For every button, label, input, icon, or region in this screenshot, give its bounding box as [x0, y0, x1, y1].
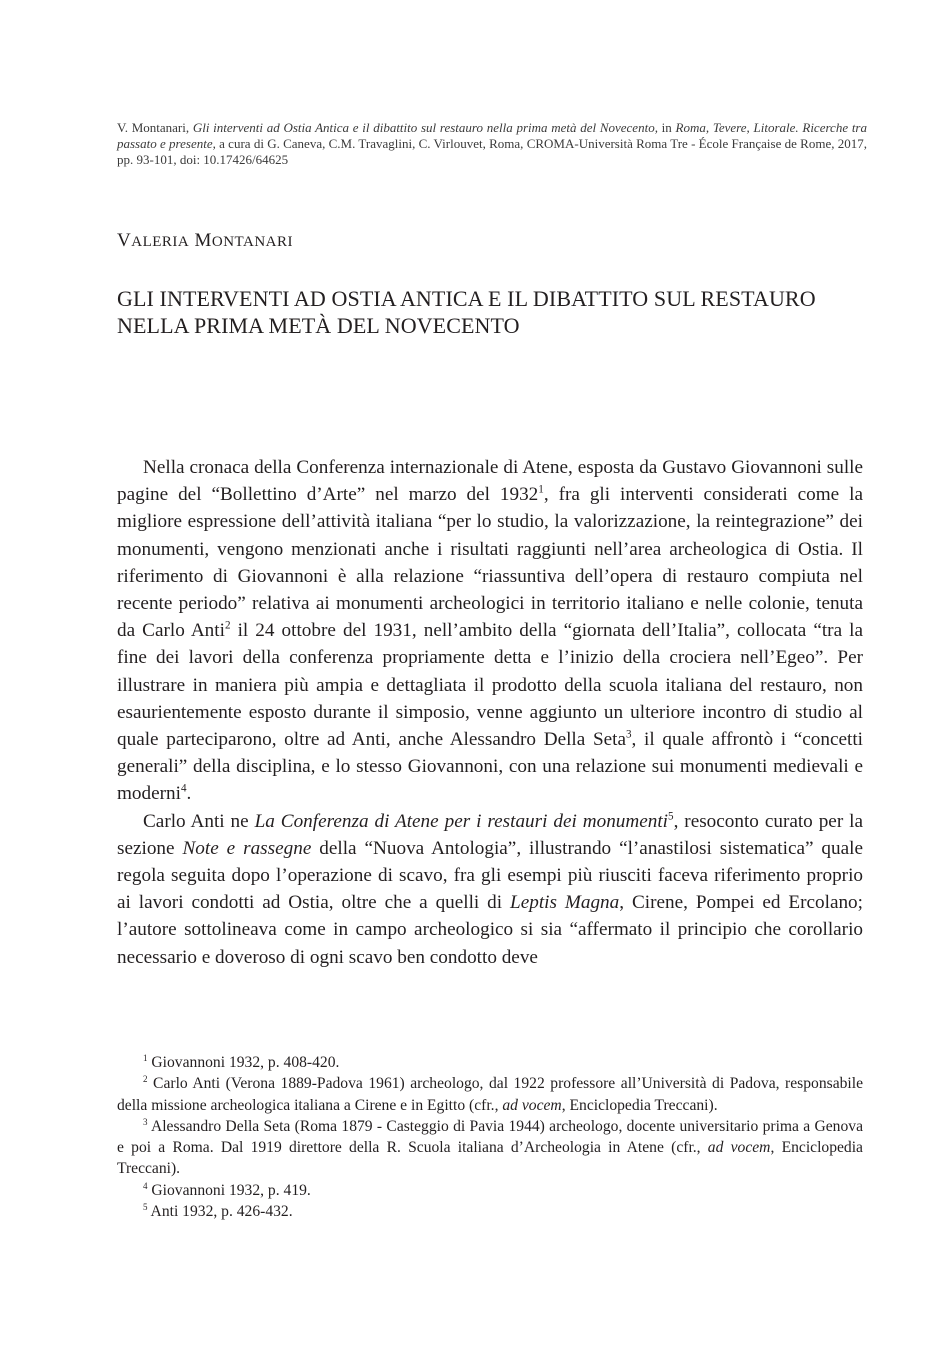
- paragraph-2: [117, 808, 863, 971]
- paragraph-1-text-a: Nella cronaca della Conferenza internazionale di Atene, esposta da Gustavo Giovannoni sulle pagine del “Bollettino d’Arte” nel marzo del 1932: [117, 457, 863, 506]
- author-last-initial: M: [194, 230, 212, 251]
- footnote-1: [117, 1052, 863, 1073]
- citation-in: in: [657, 120, 676, 135]
- footnote-5: [117, 1201, 863, 1222]
- paragraph-2-italic-section: Note e rassegne: [182, 837, 312, 859]
- author-name: [117, 230, 293, 252]
- paragraph-1-text-d: , il quale affrontò i “concetti generali” della disciplina, e lo stesso Giovannoni, con una relazione sui monumenti medievali e moderni: [117, 729, 863, 805]
- citation-details: a cura di G. Caneva, C.M. Travaglini, C. Virlouvet, Roma, CROMA-Università Roma Tre - École Française de Rome, 2017, pp. 93-101, doi: 10.17426/64625: [117, 136, 867, 167]
- citation-volume-title: Roma, Tevere, Litorale. Ricerche tra passato e presente,: [117, 120, 867, 151]
- footnote-ref-1[interactable]: 1: [538, 483, 544, 496]
- footnote-text: Giovannoni 1932, p. 419.: [147, 1181, 311, 1199]
- article-title-line-1: GLI INTERVENTI AD OSTIA ANTICA E IL DIBATTITO SUL RESTAURO: [117, 286, 816, 311]
- paragraph-2-italic-title: La Conferenza di Atene per i restauri dei monumenti: [254, 810, 669, 832]
- paragraph-2-text-b: , resoconto curato per la sezione: [117, 810, 863, 859]
- footnote-text: Anti 1932, p. 426-432.: [147, 1203, 293, 1221]
- footnote-text: Giovannoni 1932, p. 408-420.: [147, 1054, 340, 1071]
- paragraph-1-text-c: il 24 ottobre del 1931, nell’ambito della “giornata dell’Italia”, collocata “tra la fine dei lavori della conferenza propriamente detta e l’inizio della crociera nell’Egeo”. Per illustrare in maniera più ampia e dettagliata il prodotto della scuola italiana del restauro, non esaurientemente esposto durante il simposio, venne aggiunto un ulteriore incontro di studio al quale parteciparono, oltre ad Anti, anche Alessandro Della Seta: [117, 620, 863, 751]
- paragraph-1-text-e: .: [186, 783, 192, 805]
- footnote-number: 5: [143, 1201, 148, 1212]
- footnote-number: 3: [143, 1116, 148, 1127]
- paragraph-1: [117, 454, 863, 808]
- footnote-italic: ad vocem: [707, 1139, 771, 1157]
- footnote-ref-2[interactable]: 2: [224, 619, 231, 632]
- citation-header: [117, 120, 867, 168]
- footnote-ref-4[interactable]: 4: [180, 783, 187, 796]
- citation-article-title: Gli interventi ad Ostia Antica e il dibattito sul restauro nella prima metà del Novecento,: [192, 120, 658, 135]
- footnote-3: [117, 1116, 863, 1180]
- article-title-line-2: NELLA PRIMA METÀ DEL NOVECENTO: [117, 313, 520, 338]
- footnote-number: 4: [143, 1180, 148, 1191]
- paragraph-2-text-a: Carlo Anti ne: [143, 810, 255, 832]
- paragraph-1-text-b: , fra gli interventi considerati come la migliore espressione dell’attività italiana “per lo studio, la valorizzazione, la reintegrazione” dei monumenti, vengono menzionati anche i risultati raggiunti nell’area archeologica di Ostia. Il riferimento di Giovannoni è alla relazione “riassuntiva dell’opera di restauro compiuta nel recente periodo” relativa ai monumenti archeologici in territorio italiano e nelle colonie, tenuta da Carlo Anti: [117, 484, 863, 642]
- body-text: [117, 454, 863, 971]
- author-first-initial: V: [117, 230, 132, 251]
- paragraph-2-italic-place: Leptis Magna: [510, 892, 620, 914]
- citation-author: V. Montanari,: [117, 120, 190, 135]
- footnote-italic: ad vocem: [502, 1096, 562, 1114]
- footnote-2: [117, 1073, 863, 1116]
- footnote-text-end: , Enciclopedia Treccani).: [561, 1096, 718, 1114]
- footnote-text: Carlo Anti (Verona 1889-Padova 1961) archeologo, dal 1922 professore all’Università di Padova, responsabile della missione archeologica italiana a Cirene e in Egitto (cfr.,: [117, 1075, 863, 1114]
- footnotes: [117, 1052, 863, 1222]
- paragraph-2-text-d: , Cirene, Pompei ed Ercolano; l’autore sottolineava come in campo archeologico si sia “affermato il principio che corollario necessario e doveroso di ogni scavo ben condotto deve: [117, 892, 863, 968]
- footnote-number: 2: [143, 1074, 148, 1085]
- footnote-ref-3[interactable]: 3: [625, 728, 632, 741]
- footnote-text-end: , Enciclopedia Treccani).: [117, 1139, 863, 1178]
- footnote-text: Alessandro Della Seta (Roma 1879 - Casteggio di Pavia 1944) archeologo, docente universitario prima a Genova e poi a Roma. Dal 1919 direttore della R. Scuola italiana d’Archeologia in Atene (cfr.,: [117, 1117, 863, 1157]
- author-last-rest: ONTANARI: [211, 234, 294, 250]
- author-first-rest: ALERIA: [131, 234, 190, 250]
- article-title: [117, 285, 877, 339]
- paragraph-2-text-c: della “Nuova Antologia”, illustrando “l’anastilosi sistematica” quale regola seguita dopo l’operazione di scavo, fra gli esempi più riusciti faceva riferimento proprio ai lavori condotti ad Ostia, oltre che a quelli di: [117, 837, 863, 914]
- footnote-number: 1: [143, 1052, 148, 1063]
- footnote-4: [117, 1180, 863, 1201]
- footnote-ref-5[interactable]: 5: [668, 810, 674, 823]
